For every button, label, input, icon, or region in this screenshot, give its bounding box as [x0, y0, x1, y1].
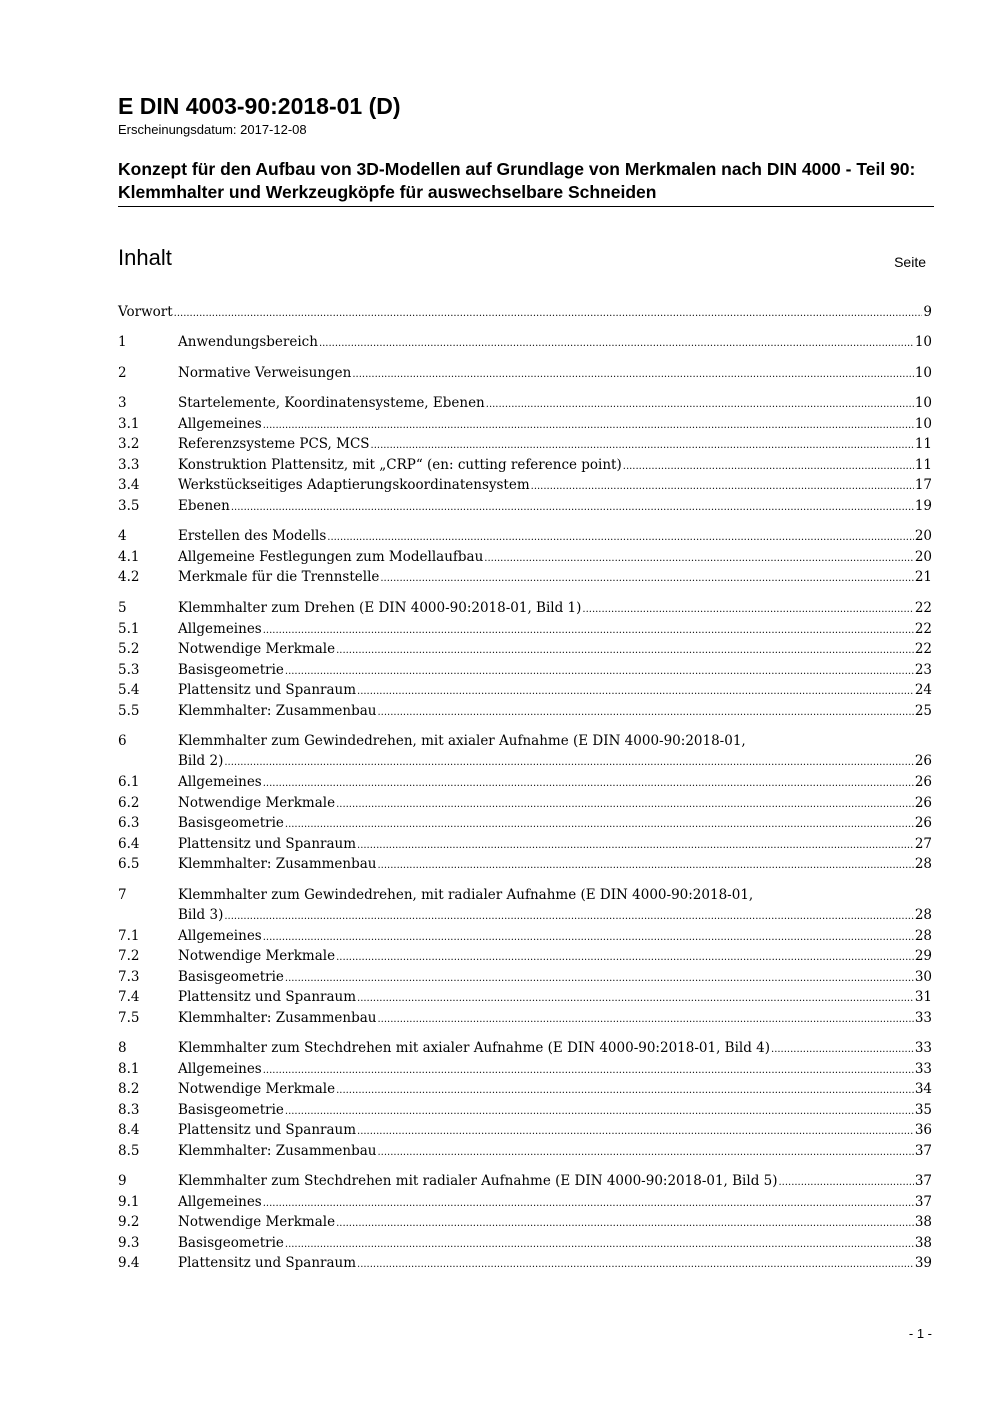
dot-leader	[263, 1059, 914, 1081]
toc-entry-page: 23	[914, 662, 932, 678]
toc-entry-number: 6.5	[118, 856, 140, 872]
toc-entry-page: 27	[914, 836, 932, 852]
toc-entry-page: 10	[914, 334, 932, 350]
toc-entry[interactable]	[118, 1233, 932, 1253]
toc-entry[interactable]	[118, 926, 932, 946]
toc-entry[interactable]	[118, 813, 932, 833]
toc-entry-number: 8.2	[118, 1081, 140, 1097]
toc-entry[interactable]	[118, 547, 932, 567]
toc-entry-number: 7.5	[118, 1010, 140, 1026]
toc-entry[interactable]	[118, 598, 932, 618]
toc-entry[interactable]	[118, 967, 932, 987]
toc-entry-page: 28	[914, 907, 932, 923]
toc-entry-number: 9.4	[118, 1255, 140, 1271]
dot-leader	[357, 680, 914, 702]
toc-entry-title: Klemmhalter zum Gewindedrehen, mit axialer Aufnahme (E DIN 4000-90:2018-01,	[178, 733, 746, 749]
dot-leader	[357, 1120, 914, 1142]
toc-entry[interactable]	[118, 567, 932, 587]
dot-leader	[336, 1212, 914, 1234]
toc-entry[interactable]	[118, 475, 932, 495]
dot-leader	[380, 567, 913, 589]
toc-entry-number: 9.3	[118, 1235, 140, 1251]
toc-entry-title: Anwendungsbereich	[178, 334, 318, 350]
dot-leader	[357, 1253, 914, 1275]
toc-entry-title-continued: Bild 2)	[178, 753, 224, 769]
toc-entry-page: 38	[914, 1214, 932, 1230]
toc-entry-title: Referenzsysteme PCS, MCS	[178, 436, 370, 452]
toc-entry-page: 25	[914, 703, 932, 719]
toc-entry-number: 3.5	[118, 498, 140, 514]
toc-entry[interactable]	[118, 1192, 932, 1212]
toc-entry[interactable]	[118, 772, 932, 792]
dot-leader	[486, 393, 914, 415]
dot-leader	[378, 1008, 914, 1030]
toc-entry[interactable]	[118, 793, 932, 813]
toc-entry[interactable]	[118, 1038, 932, 1058]
toc-entry-title: Notwendige Merkmale	[178, 948, 336, 964]
dot-leader	[352, 363, 913, 385]
toc-entry-page: 28	[914, 856, 932, 872]
toc-entry-page: 21	[914, 569, 932, 585]
toc-entry[interactable]	[118, 834, 932, 854]
toc-entry-number: 3.3	[118, 457, 140, 473]
dot-leader	[778, 1171, 913, 1193]
toc-entry-title: Notwendige Merkmale	[178, 1214, 336, 1230]
toc-entry[interactable]	[118, 701, 932, 721]
toc-entry[interactable]	[118, 1059, 932, 1079]
toc-entry-number: 5.3	[118, 662, 140, 678]
toc-entry-number: 6.2	[118, 795, 140, 811]
toc-entry[interactable]	[118, 680, 932, 700]
toc-entry-title: Notwendige Merkmale	[178, 795, 336, 811]
dot-leader	[285, 1100, 914, 1122]
dot-leader	[285, 813, 914, 835]
publication-date: Erscheinungsdatum: 2017-12-08	[118, 122, 307, 137]
toc-entry-number: 6.1	[118, 774, 140, 790]
dot-leader	[378, 854, 914, 876]
toc-entry-page: 10	[914, 416, 932, 432]
toc-entry-page: 19	[914, 498, 932, 514]
dot-leader	[582, 598, 913, 620]
dot-leader	[336, 1079, 914, 1101]
toc-entry-number: 9	[118, 1173, 127, 1189]
dot-leader	[263, 619, 914, 641]
dot-leader	[336, 946, 914, 968]
dot-leader	[484, 547, 914, 569]
toc-entry-number: 7.2	[118, 948, 140, 964]
toc-entry-number: 3.2	[118, 436, 140, 452]
dot-leader	[357, 834, 914, 856]
toc-entry-page: 28	[914, 928, 932, 944]
toc-entry-page: 10	[914, 365, 932, 381]
dot-leader	[285, 660, 914, 682]
toc-entry-title: Klemmhalter zum Stechdrehen mit radialer Aufnahme (E DIN 4000-90:2018-01, Bild 5)	[178, 1173, 778, 1189]
dot-leader	[224, 905, 913, 927]
toc-page-label: Seite	[894, 254, 926, 270]
toc-entry-number: 4.1	[118, 549, 140, 565]
toc-entry[interactable]	[118, 987, 932, 1007]
dot-leader	[231, 496, 914, 518]
toc-entry-number: 8.3	[118, 1102, 140, 1118]
toc-entry[interactable]	[118, 332, 932, 352]
toc-entry-page: 26	[914, 753, 932, 769]
toc-entry-title: Klemmhalter zum Stechdrehen mit axialer Aufnahme (E DIN 4000-90:2018-01, Bild 4)	[178, 1040, 771, 1056]
toc-entry-title: Klemmhalter zum Gewindedrehen, mit radialer Aufnahme (E DIN 4000-90:2018-01,	[178, 887, 754, 903]
toc-entry[interactable]	[118, 393, 932, 413]
toc-entry-title: Plattensitz und Spanraum	[178, 1122, 357, 1138]
dot-leader	[263, 926, 914, 948]
dot-leader	[285, 1233, 914, 1255]
toc-entry[interactable]	[118, 455, 932, 475]
toc-entry-page: 35	[914, 1102, 932, 1118]
toc-entry[interactable]	[118, 1253, 932, 1273]
toc-entry-page: 37	[914, 1194, 932, 1210]
dot-leader	[263, 1192, 914, 1214]
toc-entry-title: Basisgeometrie	[178, 1235, 284, 1251]
toc-entry-page: 33	[914, 1010, 932, 1026]
dot-leader	[224, 751, 913, 773]
toc-entry-number: 5.2	[118, 641, 140, 657]
toc-entry-title: Allgemeines	[178, 1061, 262, 1077]
dot-leader	[336, 793, 914, 815]
toc-entry-number: 7.4	[118, 989, 140, 1005]
toc-entry-number: 7.3	[118, 969, 140, 985]
toc-entry-title: Notwendige Merkmale	[178, 641, 336, 657]
toc-entry-number: 4.2	[118, 569, 140, 585]
toc-entry-page: 17	[914, 477, 932, 493]
toc-entry[interactable]	[118, 731, 932, 771]
dot-leader	[623, 455, 914, 477]
toc-entry-title: Vorwort	[118, 304, 173, 320]
toc-entry-title: Klemmhalter: Zusammenbau	[178, 856, 377, 872]
toc-entry-title: Konstruktion Plattensitz, mit „CRP“ (en: cutting reference point)	[178, 457, 622, 473]
dot-leader	[174, 302, 923, 324]
toc-entry-page: 37	[914, 1173, 932, 1189]
toc-entry-title: Basisgeometrie	[178, 1102, 284, 1118]
toc-entry-page: 37	[914, 1143, 932, 1159]
toc-entry-number: 5.4	[118, 682, 140, 698]
toc-entry-title-continued: Bild 3)	[178, 907, 224, 923]
dot-leader	[319, 332, 914, 354]
toc-entry-page: 22	[914, 621, 932, 637]
document-title: Konzept für den Aufbau von 3D-Modellen auf Grundlage von Merkmalen nach DIN 4000 - Teil 90: Klemmhalter und Werkzeugköpfe für auswechselbare Schneiden	[118, 159, 916, 202]
toc-entry-page: 30	[914, 969, 932, 985]
dot-leader	[285, 967, 914, 989]
toc-entry-title: Werkstückseitiges Adaptierungskoordinatensystem	[178, 477, 530, 493]
toc-entry-title: Erstellen des Modells	[178, 528, 327, 544]
toc-entry[interactable]	[118, 1079, 932, 1099]
toc-entry-number: 2	[118, 365, 127, 381]
toc-entry-page: 36	[914, 1122, 932, 1138]
toc-entry-title: Klemmhalter: Zusammenbau	[178, 703, 377, 719]
toc-entry-number: 4	[118, 528, 127, 544]
dot-leader	[263, 772, 914, 794]
toc-entry-title: Plattensitz und Spanraum	[178, 989, 357, 1005]
toc-entry[interactable]	[118, 496, 932, 516]
toc-entry-number: 1	[118, 334, 127, 350]
toc-entry-page: 24	[914, 682, 932, 698]
toc-entry-number: 5.1	[118, 621, 140, 637]
toc-entry-title: Klemmhalter zum Drehen (E DIN 4000-90:2018-01, Bild 1)	[178, 600, 582, 616]
toc-entry-number: 6	[118, 733, 127, 749]
page-number: - 1 -	[908, 1326, 932, 1341]
dot-leader	[771, 1038, 914, 1060]
toc-entry-number: 6.4	[118, 836, 140, 852]
toc-entry-number: 7.1	[118, 928, 140, 944]
toc-entry-title: Klemmhalter: Zusammenbau	[178, 1143, 377, 1159]
toc-entry-page: 9	[923, 304, 932, 320]
toc-entry-page: 31	[914, 989, 932, 1005]
toc-entry-title: Allgemeines	[178, 621, 262, 637]
toc-entry[interactable]	[118, 1171, 932, 1191]
toc-entry-page: 22	[914, 600, 932, 616]
document-id: E DIN 4003-90:2018-01 (D)	[118, 93, 401, 119]
toc-entry-page: 26	[914, 795, 932, 811]
toc-entry-title: Plattensitz und Spanraum	[178, 836, 357, 852]
toc-entry-page: 29	[914, 948, 932, 964]
toc-entry[interactable]	[118, 639, 932, 659]
toc-entry-title: Notwendige Merkmale	[178, 1081, 336, 1097]
toc-entry[interactable]	[118, 1120, 932, 1140]
toc-entry-page: 33	[914, 1040, 932, 1056]
toc-entry-page: 11	[914, 457, 932, 473]
toc-entry[interactable]	[118, 1100, 932, 1120]
toc-entry-title: Basisgeometrie	[178, 662, 284, 678]
toc-entry-title: Allgemeines	[178, 1194, 262, 1210]
toc-entry-number: 3.1	[118, 416, 140, 432]
dot-leader	[378, 1141, 914, 1163]
toc-entry-title: Merkmale für die Trennstelle	[178, 569, 380, 585]
toc-entry-number: 5.5	[118, 703, 140, 719]
toc-entry[interactable]	[118, 885, 932, 925]
dot-leader	[378, 701, 914, 723]
toc-entry-page: 33	[914, 1061, 932, 1077]
toc-entry[interactable]	[118, 363, 932, 383]
toc-entry-page: 26	[914, 815, 932, 831]
dot-leader	[336, 639, 914, 661]
toc-entry-page: 20	[914, 528, 932, 544]
toc-entry-page: 26	[914, 774, 932, 790]
toc-entry-title: Plattensitz und Spanraum	[178, 1255, 357, 1271]
dot-leader	[327, 526, 914, 548]
dot-leader	[371, 434, 914, 456]
toc-entry-title: Startelemente, Koordinatensysteme, Ebenen	[178, 395, 485, 411]
toc-entry-page: 20	[914, 549, 932, 565]
toc-entry-title: Allgemeine Festlegungen zum Modellaufbau	[178, 549, 484, 565]
toc-entry-number: 8.4	[118, 1122, 140, 1138]
toc-entry-number: 3	[118, 395, 127, 411]
toc-entry[interactable]	[118, 1141, 932, 1161]
toc-entry-title: Klemmhalter: Zusammenbau	[178, 1010, 377, 1026]
toc-entry-title: Normative Verweisungen	[178, 365, 352, 381]
toc-entry-number: 8.1	[118, 1061, 140, 1077]
toc-entry-number: 9.1	[118, 1194, 140, 1210]
toc-entry[interactable]	[118, 946, 932, 966]
dot-leader	[357, 987, 914, 1009]
toc-entry-title: Basisgeometrie	[178, 815, 284, 831]
toc-heading: Inhalt	[118, 245, 172, 270]
toc-entry-number: 7	[118, 887, 127, 903]
toc-entry-number: 8.5	[118, 1143, 140, 1159]
toc-entry-title: Allgemeines	[178, 928, 262, 944]
toc-entry-page: 39	[914, 1255, 932, 1271]
toc-entry[interactable]	[118, 619, 932, 639]
toc-entry-number: 6.3	[118, 815, 140, 831]
toc-entry-title: Allgemeines	[178, 774, 262, 790]
toc-entry-number: 8	[118, 1040, 127, 1056]
toc-entry-page: 38	[914, 1235, 932, 1251]
toc-entry-number: 9.2	[118, 1214, 140, 1230]
toc-entry-page: 22	[914, 641, 932, 657]
toc-entry-title: Basisgeometrie	[178, 969, 284, 985]
toc-entry[interactable]	[118, 434, 932, 454]
toc-entry[interactable]	[118, 414, 932, 434]
toc-entry-page: 11	[914, 436, 932, 452]
toc-entry[interactable]	[118, 660, 932, 680]
dot-leader	[263, 414, 914, 436]
toc-entry-title: Ebenen	[178, 498, 230, 514]
toc-entry-title: Plattensitz und Spanraum	[178, 682, 357, 698]
dot-leader	[531, 475, 914, 497]
toc-entry[interactable]	[118, 302, 932, 322]
toc-entry-title: Allgemeines	[178, 416, 262, 432]
toc-entry[interactable]	[118, 854, 932, 874]
toc-entry-number: 3.4	[118, 477, 140, 493]
toc-entry-page: 34	[914, 1081, 932, 1097]
toc-entry[interactable]	[118, 526, 932, 546]
toc-entry[interactable]	[118, 1008, 932, 1028]
toc-entry-page: 10	[914, 395, 932, 411]
toc-entry-number: 5	[118, 600, 127, 616]
toc-entry[interactable]	[118, 1212, 932, 1232]
